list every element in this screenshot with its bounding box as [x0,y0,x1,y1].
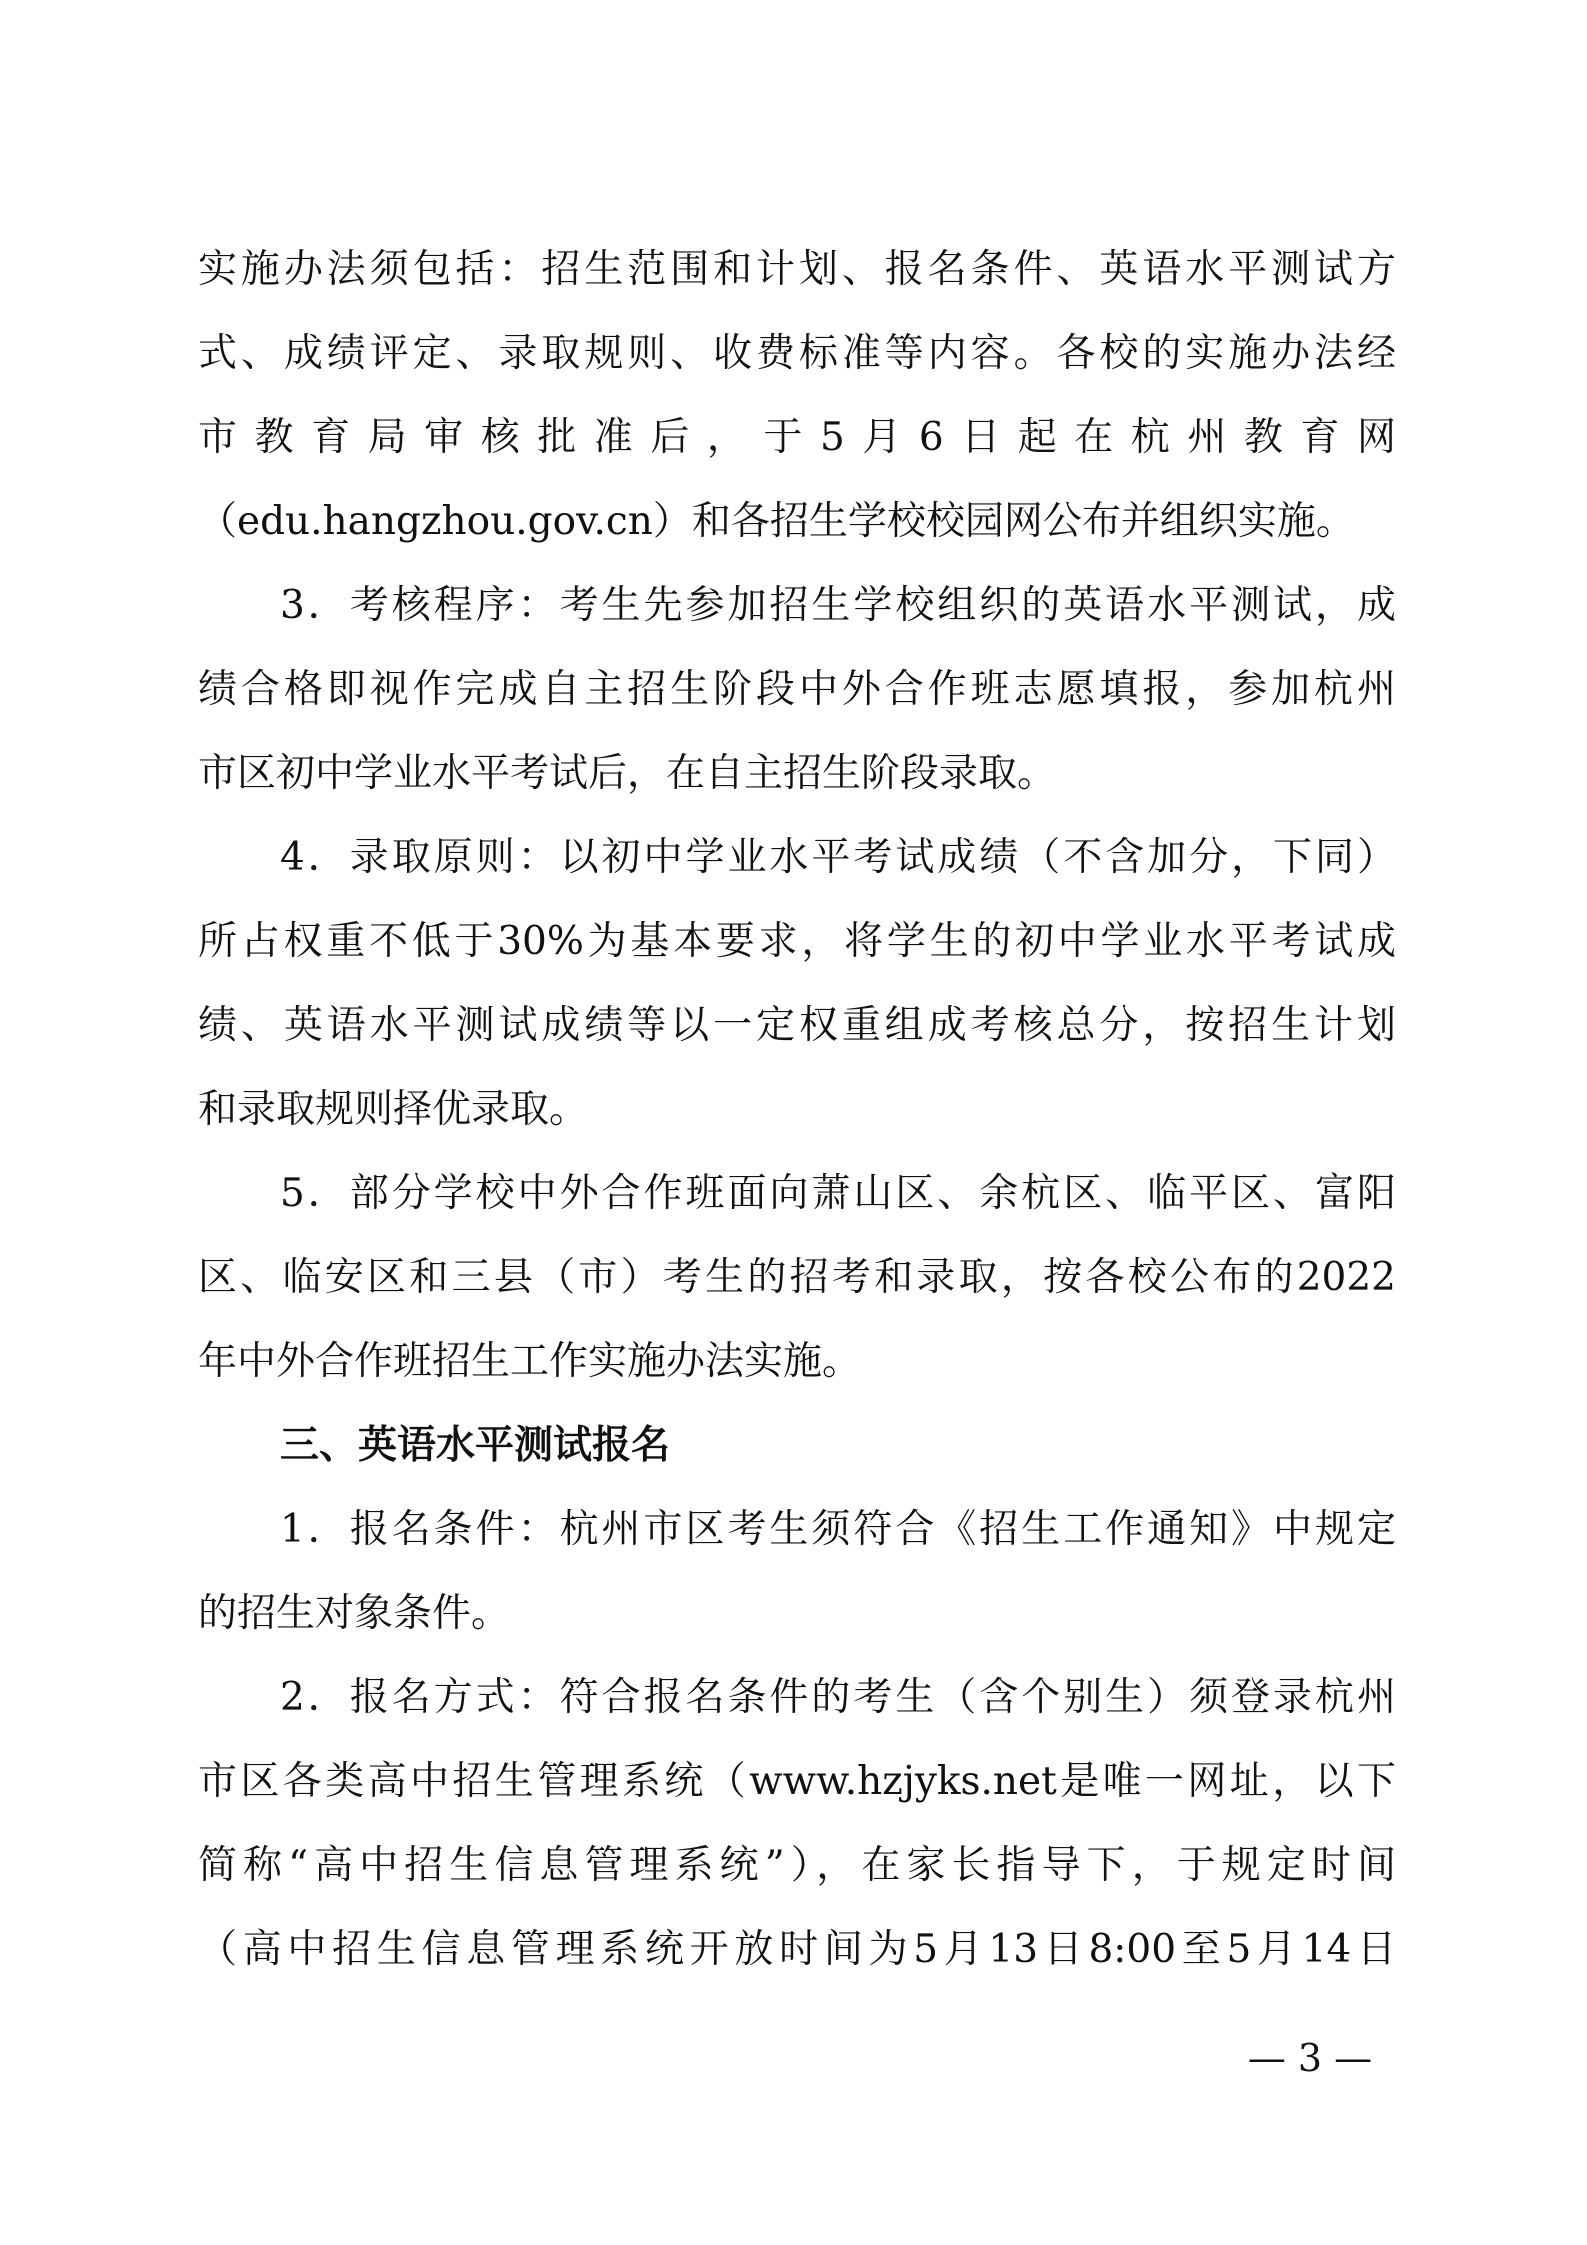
text-line: 的招生对象条件。 [198,1591,511,1636]
text-line: 2．报名方式：符合报名条件的考生（含个别生）须登录杭州 [280,1675,1396,1720]
text-line: 和录取规则择优录取。 [198,1087,589,1132]
text-line: （高中招生信息管理系统开放时间为5月13日8:00至5月14日 [198,1927,1396,1972]
text-line: 式、成绩评定、录取规则、收费标准等内容。各校的实施办法经 [198,331,1396,376]
text-line: 5．部分学校中外合作班面向萧山区、余杭区、临平区、富阳 [280,1171,1396,1216]
text-line: 1．报名条件：杭州市区考生须符合《招生工作通知》中规定 [280,1507,1396,1552]
text-line: 所占权重不低于30%为基本要求，将学生的初中学业水平考试成 [198,919,1396,964]
text-line: 实施办法须包括：招生范围和计划、报名条件、英语水平测试方 [198,247,1396,292]
text-line: 年中外合作班招生工作实施办法实施。 [198,1339,862,1384]
text-line: 市区初中学业水平考试后，在自主招生阶段录取。 [198,751,1057,796]
text-line: 4．录取原则：以初中学业水平考试成绩（不含加分，下同） [280,835,1396,880]
section-heading: 三、英语水平测试报名 [280,1423,671,1468]
text-line: 区、临安区和三县（市）考生的招考和录取，按各校公布的2022 [198,1255,1396,1300]
text-line: 市区各类高中招生管理系统（www.hzjyks.net是唯一网址，以下 [198,1759,1396,1804]
text-line: 简称“高中招生信息管理系统”），在家长指导下，于规定时间 [198,1843,1396,1888]
text-line: 绩、英语水平测试成绩等以一定权重组成考核总分，按招生计划 [198,1003,1396,1048]
text-line: 市教育局审核批准后，于5月6日起在杭州教育网 [198,415,1396,460]
text-line: 绩合格即视作完成自主招生阶段中外合作班志愿填报，参加杭州 [198,667,1396,712]
page-number: — 3 — [1247,2036,1373,2080]
text-line: （edu.hangzhou.gov.cn）和各招生学校校园网公布并组织实施。 [198,499,1355,544]
text-line: 3．考核程序：考生先参加招生学校组织的英语水平测试，成 [280,583,1396,628]
